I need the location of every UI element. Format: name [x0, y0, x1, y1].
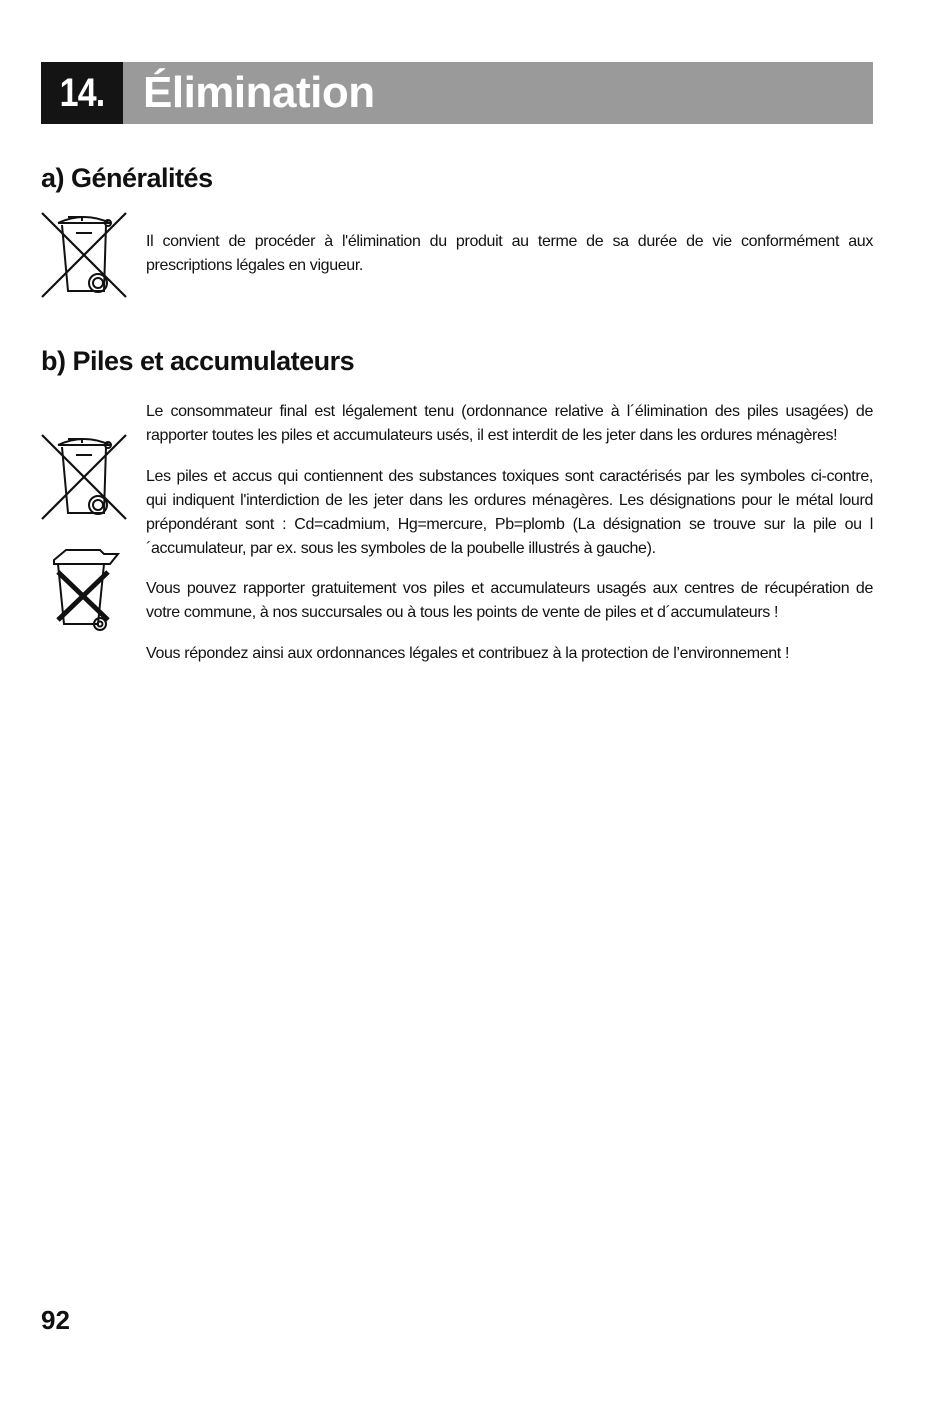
page-number: 92	[41, 1305, 70, 1335]
crossed-out-wheelie-bin-icon	[40, 211, 128, 299]
chapter-number: 14.	[47, 71, 117, 116]
section-b-paragraph-1: Le consommateur final est légalement tenu (ordonnance relative à l´élimination des piles usagées) de rapporter toutes les piles et accumulateurs usés, il est interdit de les jeter dans les ordures ménagères!	[146, 403, 873, 444]
section-b-paragraph-3: Vous pouvez rapporter gratuitement vos piles et accumulateurs usagés aux centres de récupération de votre commune, à nos succursales ou à tous les points de vente de piles et d´accumulateurs !	[146, 580, 873, 621]
chapter-title: Élimination	[143, 68, 375, 117]
crossed-out-battery-bin-icon	[50, 548, 122, 634]
chapter-header	[41, 62, 873, 124]
section-a-heading: a) Généralités	[41, 163, 213, 193]
chapter-number-box	[41, 62, 123, 124]
crossed-out-wheelie-bin-icon	[40, 433, 128, 521]
section-a-text: Il convient de procéder à l'élimination du produit au terme de sa durée de vie conformément aux prescriptions légales en vigueur.	[146, 233, 873, 274]
section-b-heading: b) Piles et accumulateurs	[41, 346, 355, 376]
section-b-paragraph-2: Les piles et accus qui contiennent des substances toxiques sont caractérisés par les symboles ci-contre, qui indiquent l'interdiction de les jeter dans les ordures ménagères. Les désignations pour le métal lourd prépondérant sont : Cd=cadmium, Hg=mercure, Pb=plomb (La désignation se trouve sur la pile ou l´accumulateur, par ex. sous les symboles de la poubelle illustrés à gauche).	[146, 468, 873, 557]
section-b-paragraph-4: Vous répondez ainsi aux ordonnances légales et contribuez à la protection de l’environnement !	[146, 645, 790, 662]
